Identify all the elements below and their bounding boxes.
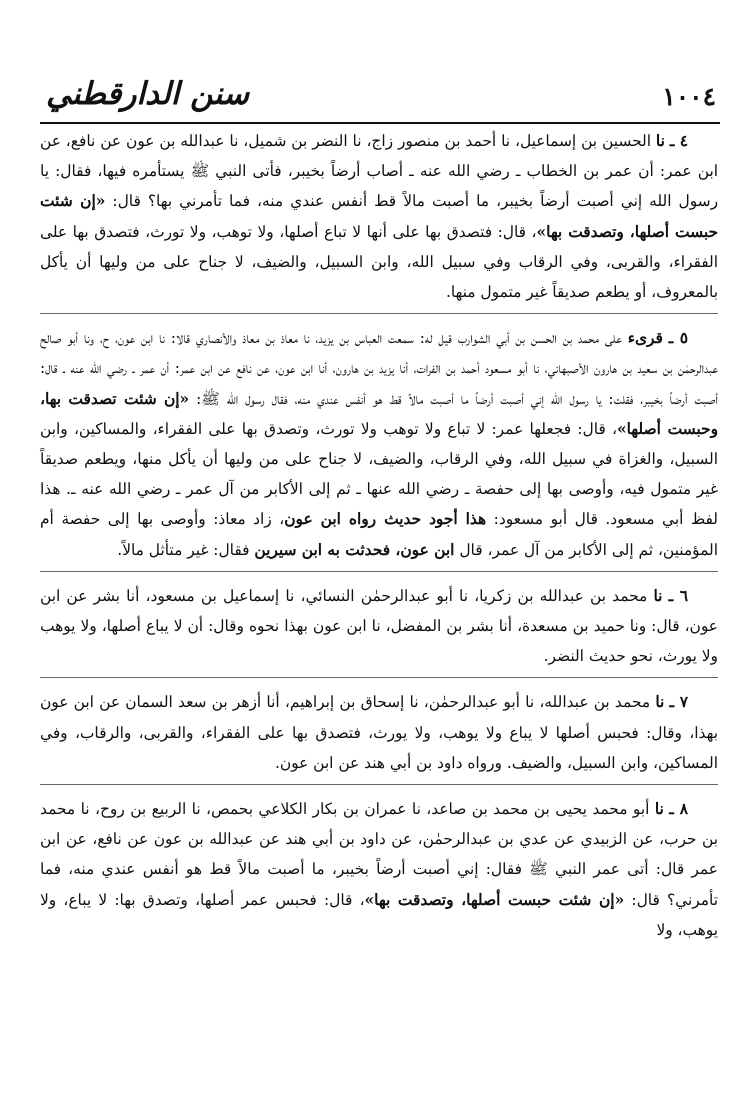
hadith-number: ٥ ـ xyxy=(668,329,688,348)
hadith-lead-word: نا xyxy=(655,693,665,712)
hadith-4 xyxy=(40,126,718,307)
hadith-6 xyxy=(40,581,718,672)
prophetic-quote: «إن شئت تصدقت بها، وحبست أصلها» xyxy=(40,389,718,438)
hadith-lead-word: قرىء xyxy=(627,329,663,348)
hadith-lead-word: نا xyxy=(653,586,663,605)
prophetic-quote: «إن شئت حبست أصلها، وتصدقت بها» xyxy=(40,192,718,241)
hadith-text: فقال: غير متأثل مالاً. xyxy=(117,540,255,559)
divider xyxy=(40,571,718,572)
hadith-text: محمد بن عبدالله، نا أبو عبدالرحمٰن، نا إسحاق بن إبراهيم، أنا أزهر بن سعد السمان عن ابن عون بهذا، وقال: فحبس أصلها لا يباع ولا يوهب، ولا يورث، فتصدق بها على الفقراء، والقربى، والرقاب، وفي المساكين، وابن السبيل، والضيف. ورواه داود بن أبي هند عن ابن عون. xyxy=(40,693,718,772)
hadith-7 xyxy=(40,687,718,778)
hadith-text: على محمد بن الحسن بن أبي الشوارب قيل له: سمعت العباس بن يزيد، نا معاذ بن معاذ والأنصاري قالا: نا ابن عون، ح، ونا أبو صالح عبدالرحمٰن بن سعيد بن هارون الأصبهاني، نا أبو مسعود أحمد بن الفرات، أنا يزيد بن هارون، أنا ابن عون، عن نافع عن ابن عمر: أن عمر ـ رضي الله عنه ـ قال: أصبت أرضاً بخيبر، فقلت: يا رسول الله إني أصبت أرضاً ما أصبت مالاً قط هو أنفس عندي منه، فقال رسول الله ﷺ: xyxy=(40,329,719,408)
hadith-text: محمد بن عبدالله بن زكريا، نا أبو عبدالرحمٰن النسائي، نا إسماعيل بن مسعود، أنا بشر عن ابن عون، قال: ونا حميد بن مسعدة، أنا بشر بن المفضل، نا ابن عون بهذا نحوه وقال: أن لا يباع أصلها، ولا يوهب ولا يورث، نحو حديث النضر. xyxy=(40,586,718,666)
book-title: سنن الدارقطني xyxy=(46,76,250,112)
hadith-5 xyxy=(40,323,718,565)
page-header xyxy=(40,70,720,124)
hadith-lead-word: نا xyxy=(655,132,665,150)
bold-phrase: هذا أجود حديث رواه ابن عون xyxy=(284,510,487,529)
hadith-text: أبو محمد يحيى بن محمد بن صاعد، نا عمران بن بكار الكلاعي بحمص، نا الربيع بن روح، نا محمد بن حرب، عن الزبيدي عن عدي بن عبدالرحمٰن، عن داود بن أبي هند عن عبدالله بن عون عن نافع، عن ابن عمر قال: أتى عمر النبي ﷺ فقال: إني أصبت أرضاً بخيبر، ما أصبت مالاً قط هو أنفس عندي منه، فما تأمرني؟ قال: xyxy=(40,800,718,909)
divider xyxy=(40,313,718,314)
hadith-text: ، زاد معاذ: وأوصى بها إلى حفصة أم المؤمنين، ثم إلى الأكابر من آل عمر، قال xyxy=(40,510,718,559)
hadith-lead-word: نا xyxy=(654,800,664,819)
bold-phrase: ابن عون، فحدثت به ابن سيرين xyxy=(254,540,455,559)
page-number: ١٠٠٤ xyxy=(662,82,716,111)
hadith-text: ، قال: فحبس عمر أصلها، وتصدق بها: لا يباع، ولا يوهب، ولا xyxy=(40,890,718,939)
hadith-number: ٦ ـ xyxy=(668,586,688,605)
page-body xyxy=(40,126,718,945)
hadith-text: ، قال: فتصدق بها على أنها لا تباع أصلها، ولا توهب، ولا تورث، فتصدق بها على الفقراء، والقربى، وفي الرقاب وفي سبيل الله، وابن السبيل، والضيف، لا جناح على من وليها أن يأكل بالمعروف، أو يطعم صديقاً غير متمول منها. xyxy=(40,222,718,302)
hadith-text: ، قال: فجعلها عمر: لا تباع ولا توهب ولا تورث، وتصدق بها على الفقراء، والمساكين، وابن السبيل، والغزاة في سبيل الله، وفي الرقاب، والضيف، لا جناح على من وليها أن يأكل منها، ويطعم صديقاً غير متمول فيه، وأوصى بها إلى حفصة ـ رضي الله عنها ـ ثم إلى الأكابر من آل عمر ـ رضي الله عنه ـ. هذا لفظ أبي مسعود. قال أبو مسعود: xyxy=(40,419,718,529)
divider xyxy=(40,784,718,785)
hadith-text: الحسين بن إسماعيل، نا أحمد بن منصور زاج، نا النضر بن شميل، نا عبدالله بن عون عن نافع، عن ابن عمر: أن عمر بن الخطاب ـ رضي الله عنه ـ أصاب أرضاً بخيبر، فأتى النبي ﷺ يستأمره فيها، فقال: يا رسول الله إني أصبت أرضاً بخيبر، ما أصبت مالاً قط أنفس عندي منه، فما تأمرني بها؟ قال: xyxy=(40,132,719,211)
hadith-number: ٤ ـ xyxy=(669,132,688,150)
hadith-number: ٨ ـ xyxy=(669,800,688,819)
prophetic-quote: «إن شئت حبست أصلها، وتصدقت بها» xyxy=(364,890,625,909)
hadith-8 xyxy=(40,794,718,945)
hadith-number: ٧ ـ xyxy=(669,693,688,712)
divider xyxy=(40,677,718,678)
